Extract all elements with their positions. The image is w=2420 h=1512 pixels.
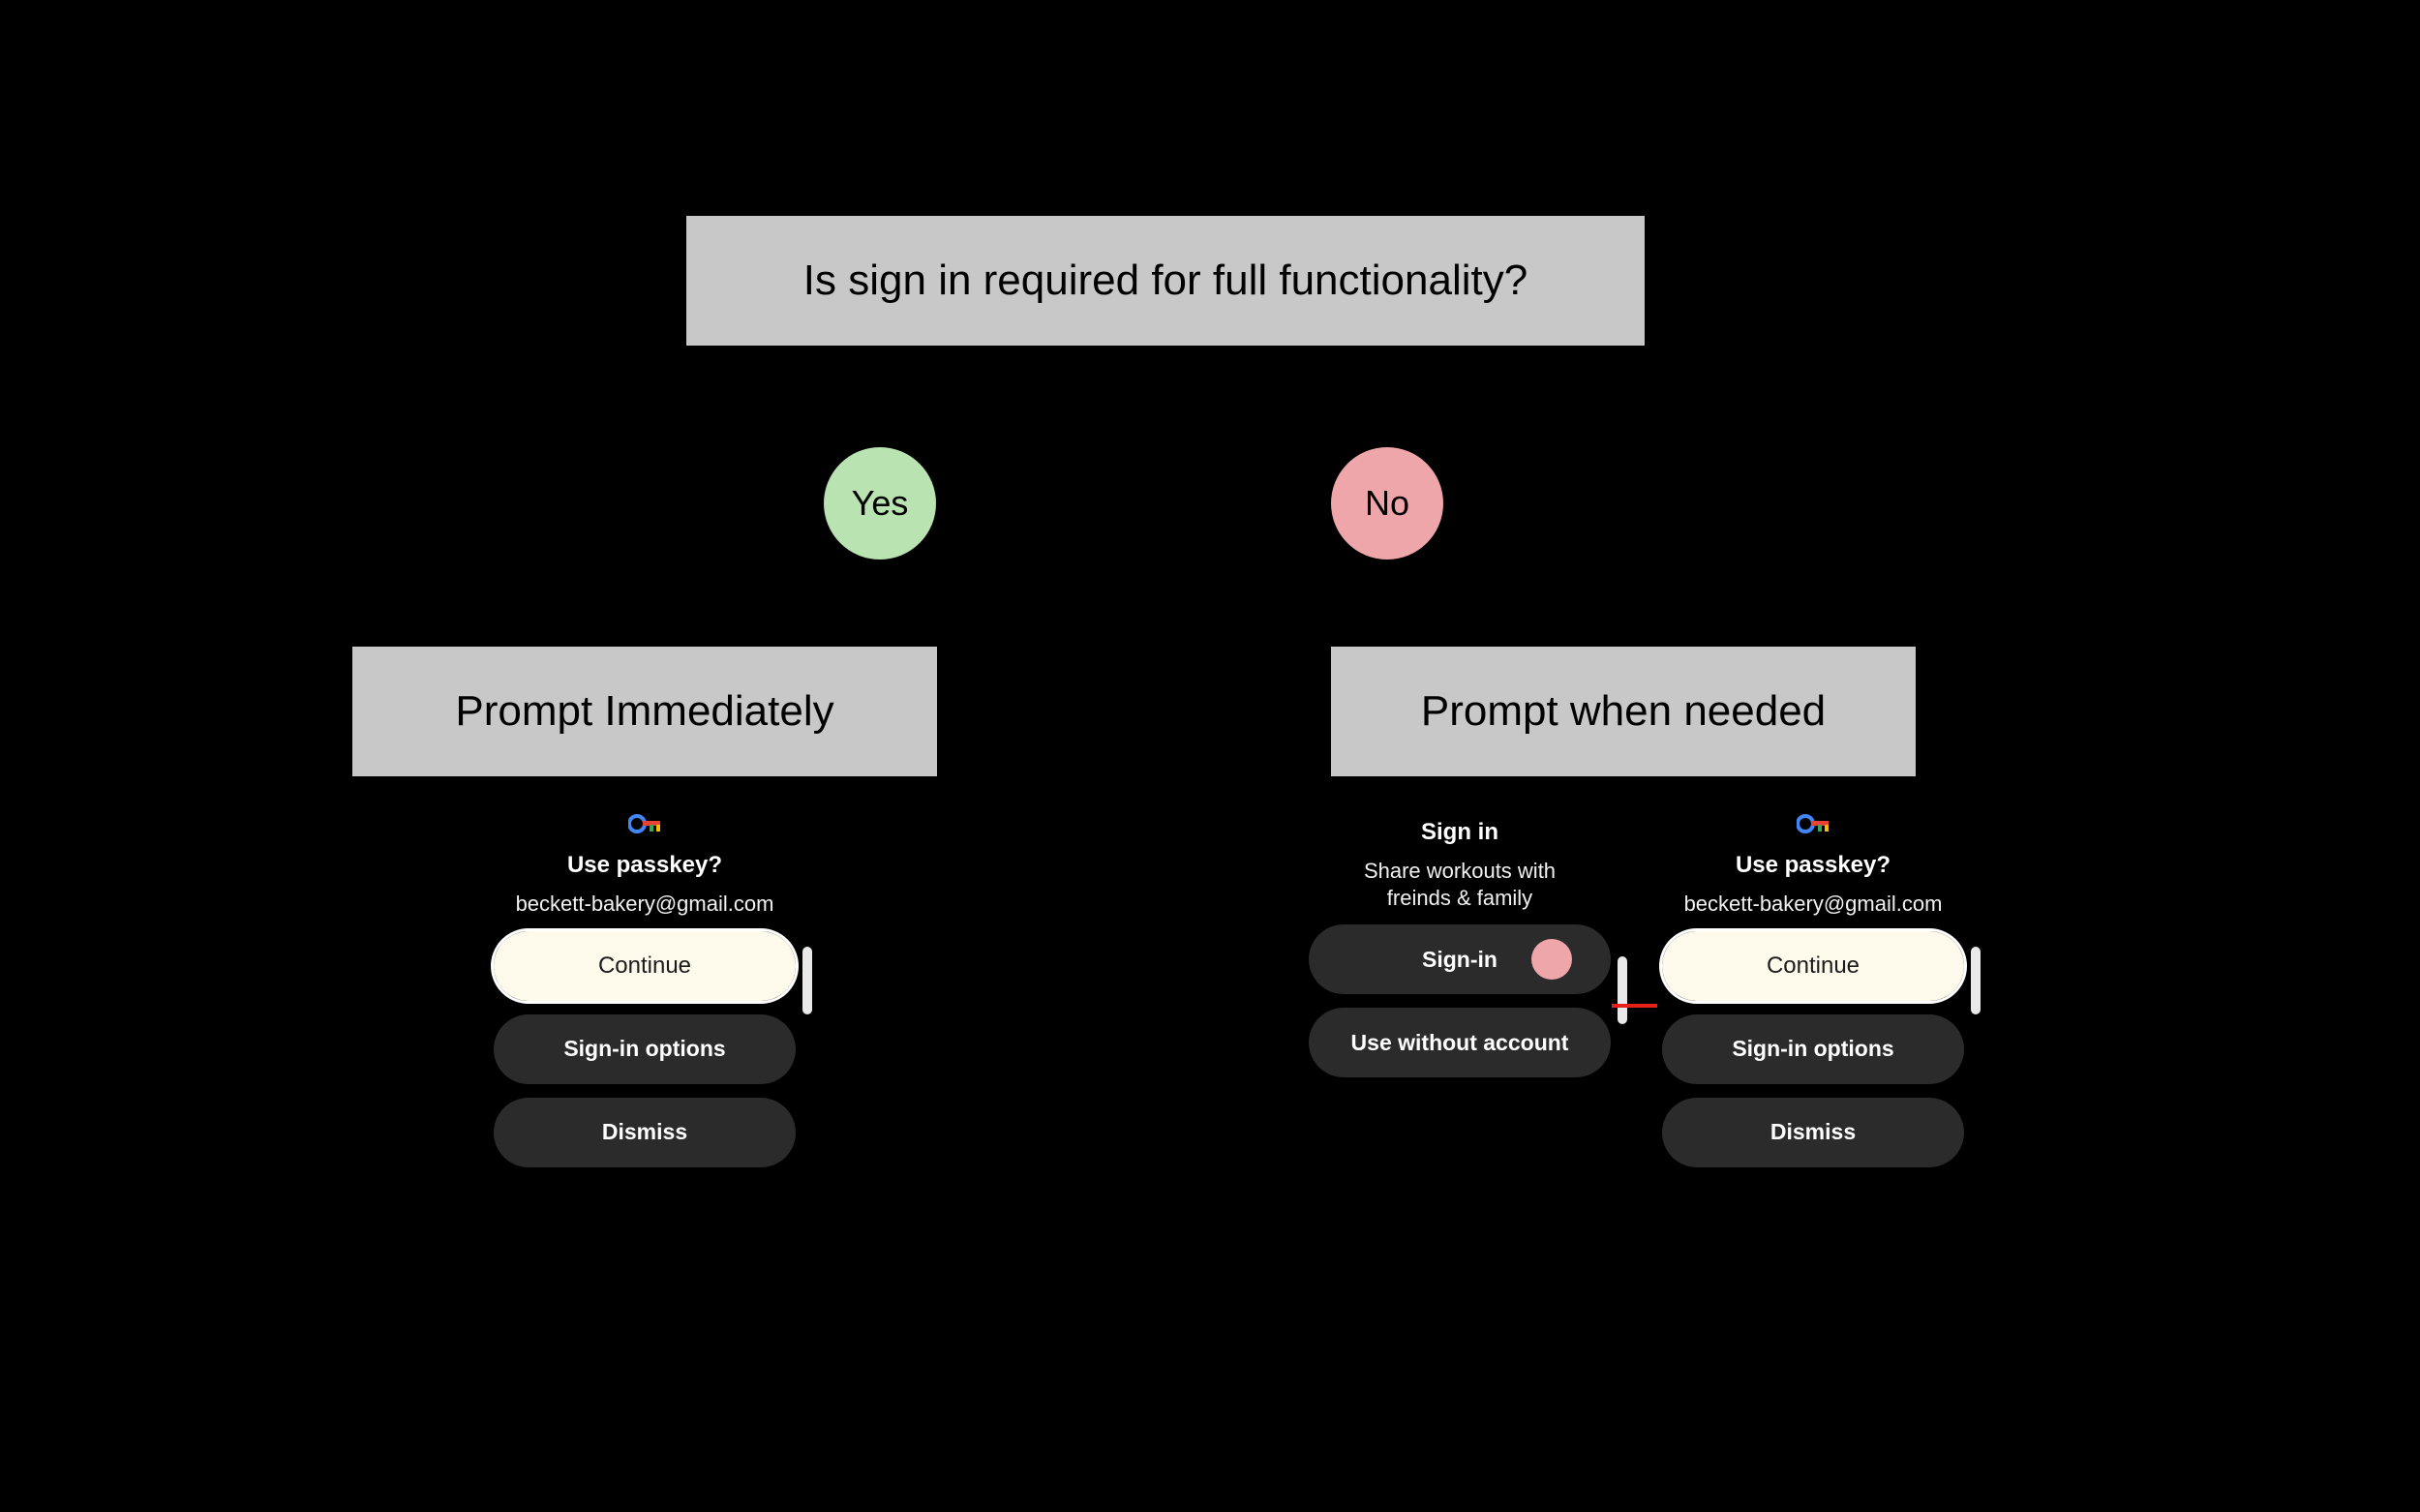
- dismiss-button[interactable]: Dismiss: [1662, 1098, 1964, 1167]
- dialog-account-email: beckett-bakery@gmail.com: [1683, 892, 1943, 916]
- branch-chip-no: No: [1331, 447, 1443, 559]
- sign-in-dialog: [1304, 813, 1616, 1077]
- dialog-title: Use passkey?: [1735, 852, 1891, 878]
- use-without-account-button[interactable]: Use without account: [1309, 1008, 1611, 1077]
- process-box-prompt-immediately: Prompt Immediately: [352, 647, 937, 776]
- process-box-prompt-when-needed: Prompt when needed: [1331, 647, 1916, 776]
- phone-edge-decoration: [1971, 947, 1981, 1014]
- branch-chip-yes: Yes: [824, 447, 936, 559]
- continue-button[interactable]: Continue: [494, 931, 796, 1001]
- continue-button[interactable]: Continue: [1662, 931, 1964, 1001]
- sign-in-options-button[interactable]: Sign-in options: [494, 1014, 796, 1084]
- passkey-dialog-right: [1657, 803, 1969, 1167]
- dismiss-button[interactable]: Dismiss: [494, 1098, 796, 1167]
- tap-indicator-dot: [1531, 939, 1572, 980]
- passkey-icon: [628, 809, 661, 838]
- dialog-title: Sign in: [1421, 819, 1498, 845]
- phone-edge-decoration: [1618, 956, 1627, 1024]
- dialog-subtitle: Share workouts with freinds & family: [1363, 859, 1557, 910]
- passkey-icon: [1797, 809, 1830, 838]
- sign-in-button-label: Sign-in: [1422, 946, 1497, 972]
- phone-edge-decoration: [802, 947, 812, 1014]
- sign-in-options-button[interactable]: Sign-in options: [1662, 1014, 1964, 1084]
- flow-arrow-icon: [1612, 1004, 1660, 1008]
- decision-box-root-question: Is sign in required for full functionality?: [686, 216, 1645, 346]
- passkey-dialog-left: [489, 803, 801, 1167]
- sign-in-button[interactable]: [1309, 924, 1611, 994]
- dialog-title: Use passkey?: [566, 852, 723, 878]
- dialog-account-email: beckett-bakery@gmail.com: [515, 892, 774, 916]
